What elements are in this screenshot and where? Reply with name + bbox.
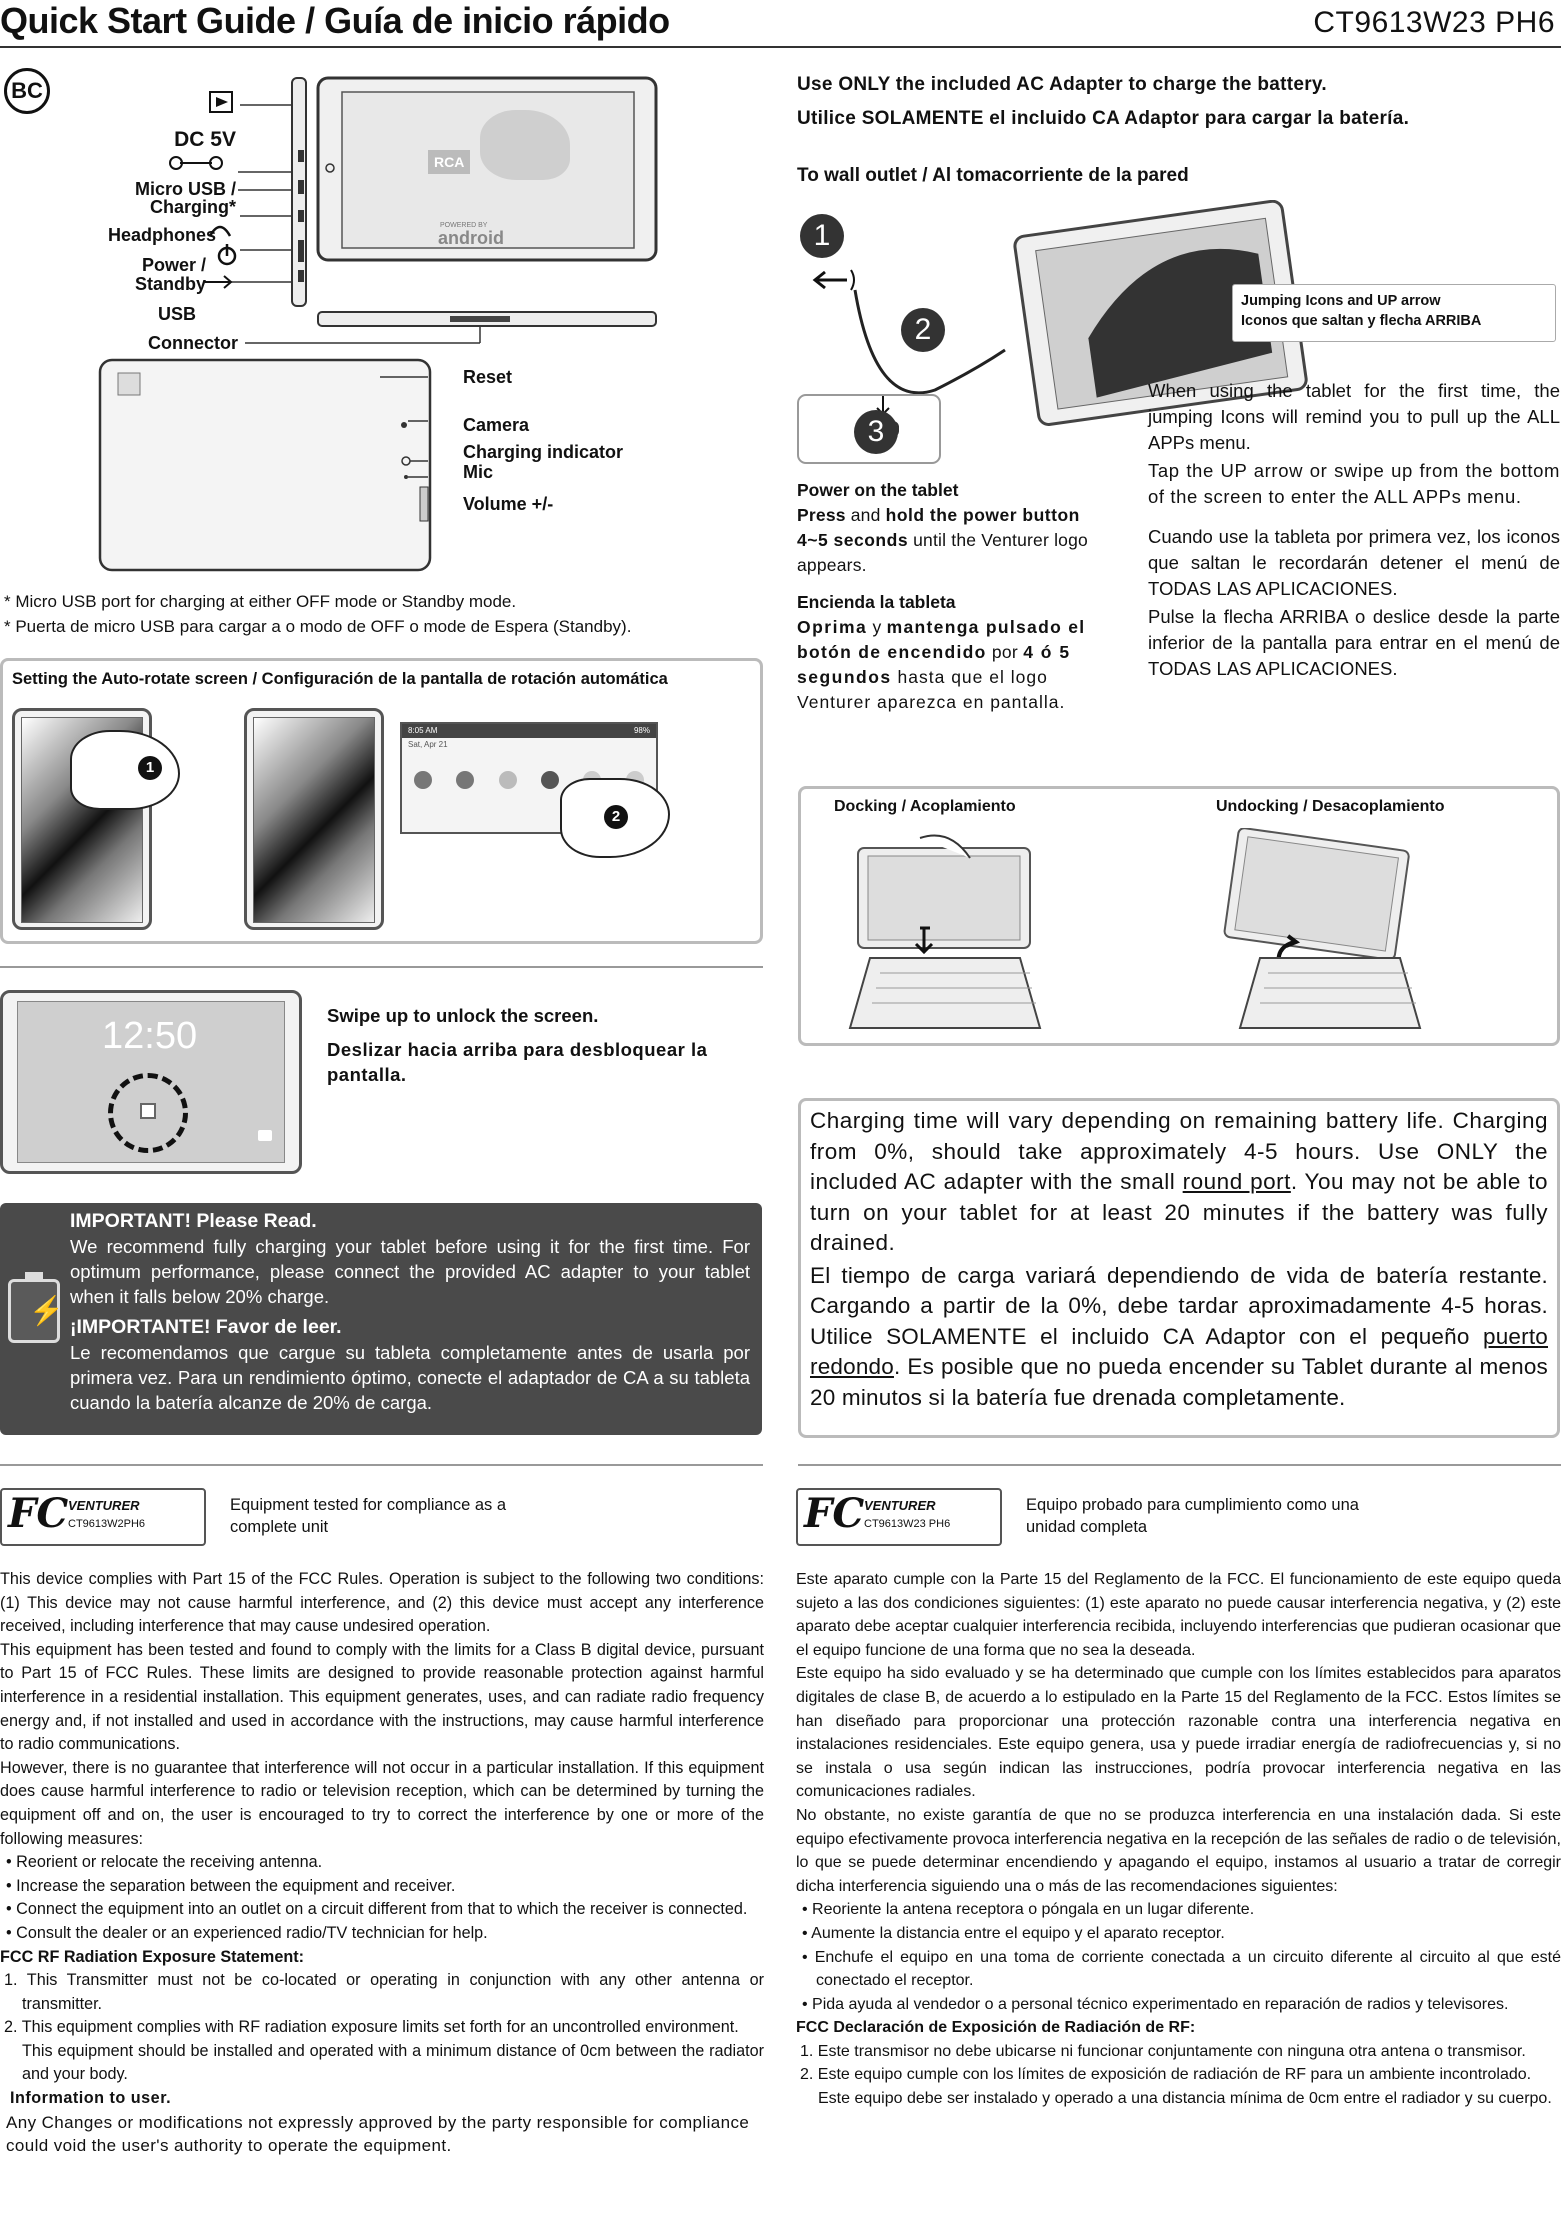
fcc-right-b1: • Reoriente la antena receptora o póngala en un lugar diferente. [802,1901,1255,1919]
power-on-and: and [845,505,886,525]
label-headphones: Headphones [107,225,216,245]
fcc-right-p3: No obstante, no existe garantía de que no se produzca interferencia en una instalación dada. Si este equipo efectivamente provoca interferencia negativa en la recepción de las señales de radio o de televisión, lo que se puede determinar encendiendo y apagando el equipo, instamos al usuario a tratar de corregir dicha interferencia siguiendo una o más de las recomendaciones siguientes: [796,1806,1561,1895]
fcc-right-n1: 1. Este transmisor no debe ubicarse ni funcionar conjuntamente con ninguna otra antena o transmisor. [800,2042,1526,2060]
autorotate-toggle-icon[interactable] [541,771,559,789]
fcc-brand-right: VENTURER [864,1498,936,1513]
fcc-right-p2: Este equipo ha sido evaluado y se ha determinado que cumple con los límites establecidos para aparatos digitales de clase B, de acuerdo a lo estipulado en la Parte 15 del Reglamento de la FCC. Estos límites se han diseñado para proporcionar una protección razonable contra una interferencia negativa en instalaciones residenciales. Este equipo genera, usa y puede irradiar energía de radiofrecuencias y, si no se instala o usa según indican las instrucciones, podría provocar interferencia negativa en las comunicaciones radiales. [796,1665,1561,1801]
power-on-body-en [797,503,1112,578]
power-on-oprima: Oprima [797,617,868,637]
port-2 [298,180,304,194]
power-on-body-es [797,615,1112,715]
first-use-es-2: Pulse la flecha ARRIBA o deslice desde la parte inferior de la pantalla para entrar en el menú de TODAS LAS APLICACIONES. [1148,606,1560,679]
fcc-text-left [0,1568,764,2158]
dnd-toggle-icon[interactable] [499,771,517,789]
autorotate-tablet-2 [244,708,384,930]
bc-mark: BC [4,68,50,114]
fcc-left-info-title: Information to user. [10,2089,172,2108]
panel-header [402,724,656,738]
power-on-title-es: Encienda la tableta [797,592,956,612]
step-2-badge: 2 [604,805,628,829]
important-box [0,1203,762,1435]
callout-es: Iconos que saltan y flecha ARRIBA [1241,313,1482,329]
fcc-right-p1: Este aparato cumple con la Parte 15 del Reglamento de la FCC. El funcionamiento de este equipo queda sujeto a las dos condiciones siguientes: (1) este aparato no puede causar interferencia negativa, y (2) este aparato debe aceptar cualquier interferencia recibida, incluyendo interferencias que pudieran ocasionar que el equipo funcione de una forma que no sea la deseada. [796,1571,1561,1659]
fcc-left-b3: • Connect the equipment into an outlet on a circuit different from that to which the receiver is connected. [6,1900,748,1919]
fcc-right-n2: 2. Este equipo cumple con los límites de exposición de radiación de RF para un ambiente incontrolado. [800,2066,1532,2084]
label-power-2: Standby [134,274,206,294]
charging-time-es-1: El tiempo de carga variará dependiendo de vida de batería restante. Cargando a partir de la 0%, debe tardar aproximadamente 4-5 horas. Utilice SOLAMENTE el incluido CA Adaptor con el pequeño [810,1262,1548,1349]
fcc-right-b4: • Pida ayuda al vendedor o a personal técnico experimentado en reparación de radios y televisores. [802,1995,1509,2013]
fcc-model-left: CT9613W2PH6 [68,1518,146,1530]
fcc-left-b1: • Reorient or relocate the receiving antenna. [6,1853,323,1872]
usb-icon [205,276,231,288]
power-on-block [797,478,1112,715]
jumping-icons-callout [1232,284,1556,342]
charge-step-1: 1 [800,214,844,258]
fcc-left-b4: • Consult the dealer or an experienced radio/TV technician for help. [6,1923,488,1942]
dog-illustration [480,110,570,180]
charging-time-es-link: puerto redondo [810,1323,1548,1379]
docking-illustration [820,828,1540,1038]
power-on-y: y [867,617,887,637]
label-micro-usb-2: Charging* [149,197,236,217]
first-use-en-2: Tap the UP arrow or swipe up from the bottom of the screen to enter the ALL APPs menu. [1148,460,1560,507]
fcc-brand-left: VENTURER [68,1498,140,1513]
docking-label: Docking / Acoplamiento [834,798,1016,815]
label-charging-indicator: Charging indicator [463,442,624,462]
fcc-left-rf-title: FCC RF Radiation Exposure Statement: [0,1947,304,1966]
port-4 [298,240,304,262]
fcc-left-p1: This device complies with Part 15 of the FCC Rules. Operation is subject to the following two conditions: (1) This device may not cause harmful interference, and (2) this device must accept any interference received, including interference that may cause undesired operation. [0,1570,764,1636]
model-number: CT9613W23 PH6 [1313,6,1555,39]
label-power-1: Power / [141,255,206,275]
fcc-model-right: CT9613W23 PH6 [864,1518,951,1530]
panel-battery: 98% [633,726,650,735]
charging-time-en-link: round port [1182,1169,1291,1194]
lock-icon [140,1103,156,1119]
label-connector: Connector [148,333,238,353]
first-use-en-1: When using the tablet for the first time, the jumping Icons will remind you to pull up the ALL APPs menu. [1148,380,1560,453]
power-on-seconds: 4 ó 5 segundos [797,642,1071,687]
callout-en: Jumping Icons and UP arrow [1241,293,1441,309]
power-on-until: until the Venturer logo appears. [797,530,1088,575]
power-on-mantenga: mantenga pulsado el botón de encendido [797,617,1086,662]
power-on-hold: hold the power button 4~5 seconds [797,505,1080,550]
fcc-left-n2b: This equipment should be installed and operated with a minimum distance of 0cm between the radiator and your body. [22,2041,764,2084]
power-on-title-en: Power on the tablet [797,480,959,500]
battery-warning-icon: ⚡ [8,1279,60,1343]
unlock-es: Deslizar hacia arriba para desbloquear la pantalla. [327,1039,708,1085]
power-on-por: por [986,642,1024,662]
power-on-press: Press [797,505,846,525]
label-micro-usb-1: Micro USB / [134,179,236,199]
footnote-es: * Puerta de micro USB para cargar a o modo de OFF o mode de Espera (Standby). [4,617,632,636]
fcc-left-p3: However, there is no guarantee that interference will not occur in a particular installation. If this equipment does cause harmful interference to radio or television reception, which can be determined by turning the equipment off and on, the user is encouraged to try to correct the interference by one or more of the following measures: [0,1758,764,1848]
undocking-label: Undocking / Desacoplamiento [1216,798,1445,815]
fcc-right-rf-title: FCC Declaración de Exposición de Radiación de RF: [796,2019,1196,2037]
port-1 [298,150,304,162]
charge-only-en: Use ONLY the included AC Adapter to charge the battery. [797,74,1327,95]
fcc-left-b2: • Increase the separation between the equipment and receiver. [6,1876,456,1895]
charge-step-2: 2 [901,308,945,352]
fcc-text-right [796,1568,1561,2111]
divider-left-1 [0,966,763,968]
charge-only-es: Utilice SOLAMENTE el incluido CA Adaptor para cargar la batería. [797,108,1410,129]
step-1-badge: 1 [138,756,162,780]
panel-time: 8:05 AM [408,726,438,735]
wall-outlet-label: To wall outlet / Al tomacorriente de la pared [797,165,1189,186]
first-use-block [1148,378,1560,682]
charging-time-es [810,1261,1548,1414]
unlock-en: Swipe up to unlock the screen. [327,1005,599,1026]
panel-date: Sat, Apr 21 [408,740,448,749]
charging-time-en-2: . You may not be able to turn on your tablet for at least 20 minutes if the battery was fully drained. [810,1169,1548,1255]
screen-android: android [438,228,504,248]
charging-time-es-2: . Es posible que no pueda encender su Tablet durante al menos 20 minutos si la batería fue drenada completamente. [810,1354,1548,1410]
charging-time-text [810,1106,1548,1413]
screen-powered-by: POWERED BY [440,222,488,229]
fcc-label-right [796,1488,1002,1546]
divider-fcc-right [798,1464,1561,1466]
label-volume: Volume +/- [463,494,554,514]
wifi-toggle-icon[interactable] [414,771,432,789]
autorotate-title: Setting the Auto-rotate screen / Configuración de la pantalla de rotación automática [12,670,668,688]
label-usb: USB [157,304,196,324]
charge-step-3: 3 [854,410,898,454]
fcc-left-info: Any Changes or modifications not expressly approved by the party responsible for compliance could void the user's authority to operate the equipment. [6,2112,750,2156]
important-title-es: ¡IMPORTANTE! Favor de leer. [70,1316,342,1338]
important-body-en: We recommend fully charging your tablet before using it for the first time. For optimum performance, please connect the provided AC adapter to your tablet when it falls below 20% charge. [70,1236,750,1307]
important-body-es: Le recomendamos que cargue su tableta completamente antes de usarla por primera vez. Para un rendimiento óptimo, conecte el adaptador de CA a su tableta cuando la batería alcanze de 20% de carga. [70,1342,750,1413]
device-rear-diagram [90,355,450,580]
fcc-left-n2: 2. This equipment complies with RF radiation exposure limits set forth for an uncontrolled environment. [4,2018,739,2037]
label-reset: Reset [463,367,513,387]
fcc-label-left [0,1488,206,1546]
screen-brand-rca: RCA [428,150,470,174]
label-mic: Mic [463,462,494,482]
fcc-logo-left: FC [8,1490,69,1537]
dc-polarity-icon [170,157,222,169]
fcc-left-p2: This equipment has been tested and found to comply with the limits for a Class B digital device, pursuant to Part 15 of FCC Rules. These limits are designed to provide reasonable protection against harmful interference in a residential installation. This equipment generates, uses, and can radiate radio frequency energy and, if not installed and used in accordance with the instructions, may cause harmful interference to radio communications. [0,1640,764,1754]
label-camera: Camera [463,415,530,435]
fcc-right-b2: • Aumente la distancia entre el equipo y el aparato receptor. [802,1924,1225,1942]
charging-time-en [810,1106,1548,1259]
label-dc: DC 5V [174,128,236,151]
page-title: Quick Start Guide / Guía de inicio rápido [0,0,670,41]
camera-shortcut-icon[interactable] [258,1130,272,1141]
bluetooth-toggle-icon[interactable] [456,771,474,789]
port-5 [298,270,304,282]
fcc-right-b3: • Enchufe el equipo en una toma de corriente conectada a un circuito diferente al circuito al que esté conectado el receptor. [802,1948,1561,1990]
unlock-time: 12:50 [102,1015,198,1057]
important-title-en: IMPORTANT! Please Read. [70,1210,317,1232]
divider-fcc-left [0,1464,763,1466]
power-on-hasta: hasta que el logo Venturer aparezca en pantalla. [797,667,1066,712]
charging-time-en-1: Charging time will vary depending on remaining battery life. Charging from 0%, should take approximately 4-5 hours. Use ONLY the included AC adapter with the small [810,1108,1548,1194]
first-use-es-1: Cuando use la tableta por primera vez, los iconos que saltan le recordarán detener el menú de TODAS LAS APLICACIONES. [1148,526,1560,599]
fcc-caption-right: Equipo probado para cumplimiento como una unidad completa [1026,1496,1359,1536]
fcc-right-n2b: Este equipo debe ser instalado y operado a una distancia mínima de 0cm entre el radiador y su cuerpo. [818,2090,1552,2108]
fcc-left-n1: 1. This Transmitter must not be co-located or operating in conjunction with any other antenna or transmitter. [4,1971,764,2013]
fcc-logo-right: FC [804,1490,865,1537]
port-3 [298,210,304,222]
fcc-caption-left: Equipment tested for compliance as a complete unit [230,1496,507,1536]
footnote-en: * Micro USB port for charging at either OFF mode or Standby mode. [4,592,517,611]
